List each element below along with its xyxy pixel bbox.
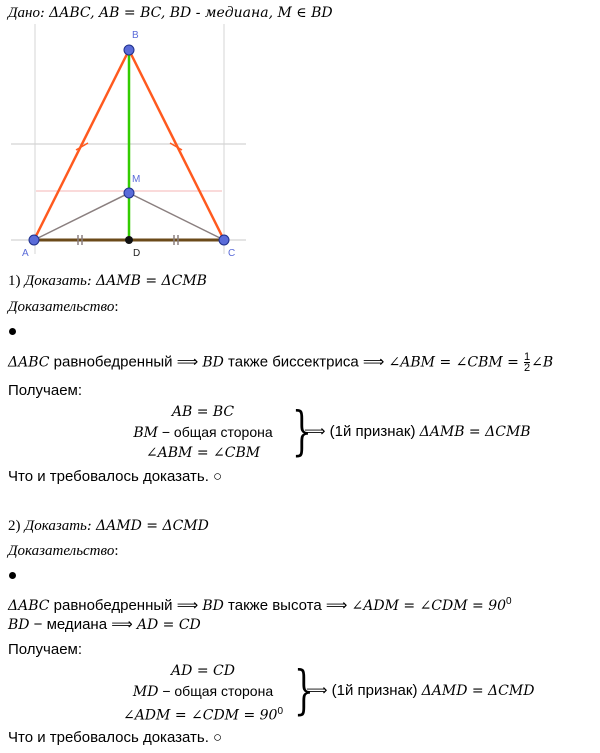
given-line	[8, 4, 333, 22]
point-m	[124, 188, 134, 198]
right-brace: }	[292, 402, 312, 462]
part2-bullet	[9, 572, 16, 579]
point-a	[29, 235, 39, 245]
label-a: A	[22, 248, 29, 259]
part1-statement: ΔABC равнобедренный ⟹ BD также биссектриса ⟹ ∠ABM = ∠CBM = $\frac{1}{2}$ ∠B	[8, 351, 554, 374]
segment-am	[34, 193, 129, 240]
given-text: : ΔABC, AB = BC, BD - медиана, M ∈ BD	[40, 5, 333, 21]
part1-number: 1)	[8, 273, 21, 289]
part2-proof-label: Доказательство	[8, 543, 115, 559]
segment-cm	[129, 193, 224, 240]
side-bc	[129, 50, 224, 240]
point-b	[124, 45, 134, 55]
part1-prove-text: : ΔAMB = ΔCMB	[86, 273, 207, 289]
triangle-figure	[0, 24, 260, 264]
part1-conclusion: Что и требовалось доказать. ○	[8, 468, 223, 485]
side-ab	[34, 50, 129, 240]
label-b: B	[132, 30, 139, 41]
part1-proof-heading: Доказательство:	[8, 299, 119, 315]
part2-statement: ΔABC равнобедренный ⟹ BD также высота ⟹ ∠ADM = ∠CDM = $90^0$	[8, 596, 512, 614]
part2-prove-label: Доказать	[24, 518, 87, 534]
part1-prove-label: Доказать	[24, 273, 87, 289]
label-m: M	[132, 174, 141, 185]
part2-result: ⟹ (1й признак) ΔAMD = ΔCMD	[306, 682, 535, 699]
label-d: D	[133, 248, 141, 259]
part2-prove-line	[8, 517, 209, 535]
part1-proof-label: Доказательство	[8, 299, 115, 315]
part2-prove-text: : ΔAMD = ΔCMD	[86, 518, 209, 534]
part1-bullet	[9, 328, 16, 335]
part2-obtain: Получаем:	[8, 641, 83, 658]
right-brace: }	[294, 661, 314, 721]
label-c: C	[228, 248, 236, 259]
part2-conclusion: Что и требовалось доказать. ○	[8, 729, 223, 746]
fraction-one-half: $\frac{1}{2}$	[524, 351, 531, 374]
point-c	[219, 235, 229, 245]
part1-result: ⟹ (1й признак) ΔAMB = ΔCMB	[304, 423, 531, 440]
part2-number: 2)	[8, 518, 21, 534]
part2-proof-heading: Доказательство:	[8, 543, 119, 559]
given-label: Дано	[8, 5, 40, 21]
point-d	[125, 236, 133, 244]
part1-prove-line	[8, 272, 207, 290]
part2-statement2: BD − медиана ⟹ AD = CD	[8, 616, 201, 633]
part1-obtain: Получаем:	[8, 382, 83, 399]
